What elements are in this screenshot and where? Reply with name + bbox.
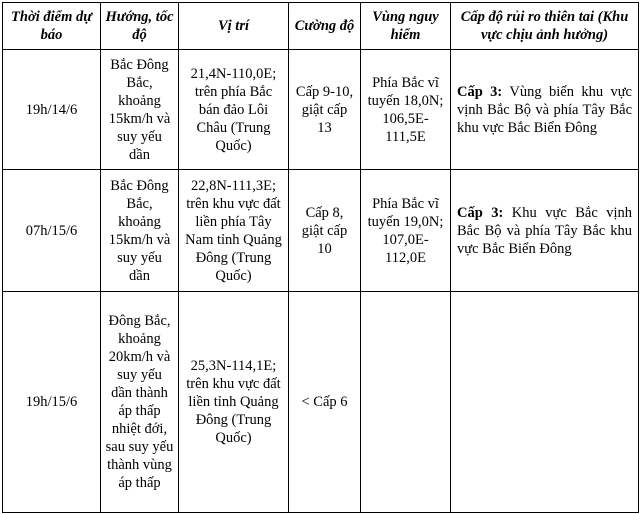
table-row bbox=[3, 170, 639, 292]
cell-risk bbox=[451, 50, 639, 170]
cell-risk bbox=[451, 170, 639, 292]
risk-level-label: Cấp 3: bbox=[457, 204, 504, 221]
header-risk-level: Cấp độ rủi ro thiên tai (Khu vực chịu ảnh hưởng) bbox=[451, 3, 639, 50]
header-direction-speed: Hướng, tốc độ bbox=[101, 3, 179, 50]
storm-forecast-table bbox=[2, 2, 639, 513]
forecast-table-container bbox=[2, 2, 638, 513]
cell-position: 21,4N-110,0E; trên phía Bắc bán đảo Lôi Châu (Trung Quốc) bbox=[179, 50, 289, 170]
cell-intensity: Cấp 8, giật cấp 10 bbox=[289, 170, 361, 292]
header-intensity: Cường độ bbox=[289, 3, 361, 50]
table-header-row bbox=[3, 3, 639, 50]
cell-position: 22,8N-111,3E; trên khu vực đất liền phía Tây Nam tỉnh Quảng Đông (Trung Quốc) bbox=[179, 170, 289, 292]
risk-level-label: Cấp 3: bbox=[457, 83, 503, 100]
header-forecast-time: Thời điểm dự báo bbox=[3, 3, 101, 50]
cell-time: 19h/14/6 bbox=[3, 50, 101, 170]
header-position: Vị trí bbox=[179, 3, 289, 50]
cell-direction: Bắc Đông Bắc, khoảng 15km/h và suy yếu dần bbox=[101, 50, 179, 170]
cell-danger-zone: Phía Bắc vĩ tuyến 19,0N; 107,0E-112,0E bbox=[361, 170, 451, 292]
risk-area-text: Vùng biển khu vực vịnh Bắc Bộ và phía Tây Bắc khu vực Bắc Biển Đông bbox=[457, 83, 632, 136]
cell-direction: Đông Bắc, khoảng 20km/h và suy yếu dần thành áp thấp nhiệt đới, sau suy yếu thành vùng áp thấp bbox=[101, 292, 179, 513]
table-row bbox=[3, 50, 639, 170]
cell-time: 19h/15/6 bbox=[3, 292, 101, 513]
cell-position: 25,3N-114,1E; trên khu vực đất liền tỉnh Quảng Đông (Trung Quốc) bbox=[179, 292, 289, 513]
header-danger-zone: Vùng nguy hiểm bbox=[361, 3, 451, 50]
cell-intensity: < Cấp 6 bbox=[289, 292, 361, 513]
cell-danger-zone: Phía Bắc vĩ tuyến 18,0N; 106,5E-111,5E bbox=[361, 50, 451, 170]
cell-time: 07h/15/6 bbox=[3, 170, 101, 292]
risk-area-text: Khu vực Bắc vịnh Bắc Bộ và phía Tây Bắc khu vực Bắc Biển Đông bbox=[457, 204, 633, 257]
cell-direction: Bắc Đông Bắc, khoảng 15km/h và suy yếu dần bbox=[101, 170, 179, 292]
table-row bbox=[3, 292, 639, 513]
cell-risk bbox=[451, 292, 639, 513]
cell-intensity: Cấp 9-10, giật cấp 13 bbox=[289, 50, 361, 170]
cell-danger-zone bbox=[361, 292, 451, 513]
